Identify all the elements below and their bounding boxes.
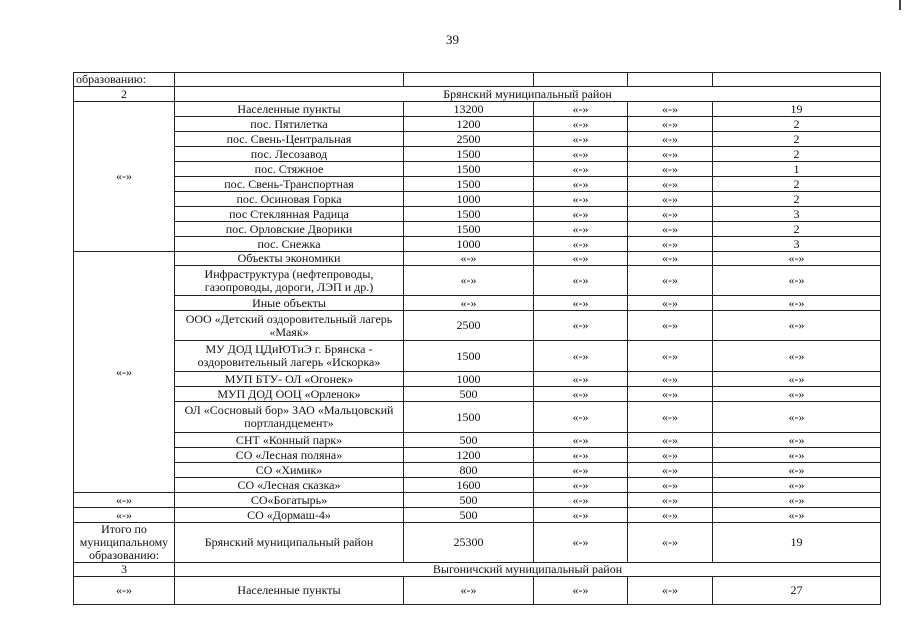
- table-row: [74, 73, 881, 87]
- table-row: [74, 448, 881, 463]
- table-row: [74, 478, 881, 493]
- mark-cell: «-»: [628, 341, 713, 372]
- mark-cell: «-»: [628, 192, 713, 207]
- row-label: «-»: [74, 493, 175, 508]
- row-total: «-»: [713, 387, 881, 402]
- section-number: 3: [74, 563, 175, 577]
- mark-cell: «-»: [628, 237, 713, 252]
- row-population: 500: [404, 493, 534, 508]
- table-row: [74, 266, 881, 296]
- row-name: пос Стеклянная Радица: [175, 207, 404, 222]
- table-row: [74, 87, 881, 102]
- mark-cell: «-»: [534, 192, 628, 207]
- row-population: 2500: [404, 132, 534, 147]
- subtotal-total: 19: [713, 523, 881, 563]
- data-table: [73, 72, 881, 605]
- mark-cell: «-»: [628, 132, 713, 147]
- row-total: «-»: [713, 311, 881, 341]
- mark-cell: «-»: [628, 387, 713, 402]
- mark-cell: «-»: [534, 207, 628, 222]
- row-population: 13200: [404, 102, 534, 117]
- row-population: «-»: [404, 252, 534, 266]
- row-name: МУ ДОД ЦДиЮТиЭ г. Брянска - оздоровительный лагерь «Искорка»: [175, 341, 404, 372]
- mark-cell: «-»: [534, 222, 628, 237]
- mark-cell: «-»: [534, 102, 628, 117]
- mark-cell: «-»: [628, 448, 713, 463]
- row-total: «-»: [713, 478, 881, 493]
- mark-cell: «-»: [534, 311, 628, 341]
- row-population: «-»: [404, 296, 534, 311]
- mark-cell: «-»: [534, 132, 628, 147]
- row-name: СО «Дормаш-4»: [175, 508, 404, 523]
- mark-cell: «-»: [534, 372, 628, 387]
- row-label: «-»: [74, 508, 175, 523]
- row-name: СО «Лесная сказка»: [175, 478, 404, 493]
- row-population: 1500: [404, 341, 534, 372]
- mark-cell: «-»: [534, 577, 628, 605]
- group-label: «-»: [74, 102, 175, 252]
- page-number: 39: [446, 32, 459, 47]
- table-row: [74, 577, 881, 605]
- row-total: 3: [713, 207, 881, 222]
- mark-cell: «-»: [534, 252, 628, 266]
- table-row: [74, 523, 881, 563]
- table-row: [74, 372, 881, 387]
- table-row: [74, 402, 881, 433]
- header-cell-empty: [628, 73, 713, 87]
- row-population: 1200: [404, 117, 534, 132]
- row-total: 2: [713, 147, 881, 162]
- row-population: 1500: [404, 177, 534, 192]
- table-row: [74, 296, 881, 311]
- row-total: 19: [713, 102, 881, 117]
- row-total: «-»: [713, 448, 881, 463]
- row-population: «-»: [404, 577, 534, 605]
- mark-cell: «-»: [628, 577, 713, 605]
- row-total: «-»: [713, 433, 881, 448]
- row-total: 27: [713, 577, 881, 605]
- mark-cell: «-»: [628, 311, 713, 341]
- table-row: [74, 147, 881, 162]
- section-title: Выгоничский муниципальный район: [175, 563, 881, 577]
- row-name: пос. Лесозавод: [175, 147, 404, 162]
- row-population: 2500: [404, 311, 534, 341]
- row-population: «-»: [404, 266, 534, 296]
- row-population: 500: [404, 387, 534, 402]
- mark-cell: «-»: [628, 463, 713, 478]
- table-row: [74, 207, 881, 222]
- subtotal-name: Брянский муниципальный район: [175, 523, 404, 563]
- row-label: «-»: [74, 577, 175, 605]
- section-title: Брянский муниципальный район: [175, 87, 881, 102]
- row-name: Населенные пункты: [175, 102, 404, 117]
- mark-cell: «-»: [534, 478, 628, 493]
- row-name: Инфраструктура (нефтепроводы, газопроводы, дороги, ЛЭП и др.): [175, 266, 404, 296]
- row-total: «-»: [713, 252, 881, 266]
- row-total: «-»: [713, 372, 881, 387]
- section-number: 2: [74, 87, 175, 102]
- mark-cell: «-»: [534, 341, 628, 372]
- row-population: 1500: [404, 207, 534, 222]
- mark-cell: «-»: [534, 162, 628, 177]
- row-name: ОЛ «Сосновый бор» ЗАО «Мальцовский портландцемент»: [175, 402, 404, 433]
- mark-cell: «-»: [534, 493, 628, 508]
- table-row: [74, 252, 881, 266]
- mark-cell: «-»: [534, 463, 628, 478]
- row-population: 1000: [404, 372, 534, 387]
- row-total: «-»: [713, 266, 881, 296]
- mark-cell: «-»: [628, 508, 713, 523]
- mark-cell: «-»: [534, 147, 628, 162]
- mark-cell: «-»: [534, 117, 628, 132]
- row-total: 2: [713, 222, 881, 237]
- row-name: пос. Свень-Центральная: [175, 132, 404, 147]
- group-label: «-»: [74, 252, 175, 493]
- subtotal-label: Итого по муниципальному образованию:: [74, 523, 175, 563]
- row-population: 1500: [404, 162, 534, 177]
- header-cell-empty: [713, 73, 881, 87]
- table-row: [74, 132, 881, 147]
- table-row: [74, 563, 881, 577]
- row-population: 1500: [404, 147, 534, 162]
- scan-mark: [899, 0, 901, 10]
- row-total: «-»: [713, 493, 881, 508]
- row-name: Объекты экономики: [175, 252, 404, 266]
- header-cell-empty: [175, 73, 404, 87]
- table-row: [74, 117, 881, 132]
- mark-cell: «-»: [628, 207, 713, 222]
- row-name: пос. Пятилетка: [175, 117, 404, 132]
- header-cell-empty: [534, 73, 628, 87]
- row-name: МУП ДОД ООЦ «Орленок»: [175, 387, 404, 402]
- row-name: пос. Свень-Транспортная: [175, 177, 404, 192]
- mark-cell: «-»: [628, 296, 713, 311]
- row-total: 3: [713, 237, 881, 252]
- row-name: пос. Осиновая Горка: [175, 192, 404, 207]
- row-population: 1500: [404, 222, 534, 237]
- row-name: МУП БТУ- ОЛ «Огонек»: [175, 372, 404, 387]
- row-population: 1000: [404, 237, 534, 252]
- mark-cell: «-»: [534, 523, 628, 563]
- mark-cell: «-»: [534, 402, 628, 433]
- row-name: пос. Снежка: [175, 237, 404, 252]
- row-population: 500: [404, 508, 534, 523]
- mark-cell: «-»: [534, 433, 628, 448]
- row-total: «-»: [713, 508, 881, 523]
- row-population: 800: [404, 463, 534, 478]
- row-population: 500: [404, 433, 534, 448]
- mark-cell: «-»: [534, 508, 628, 523]
- mark-cell: «-»: [628, 147, 713, 162]
- mark-cell: «-»: [534, 448, 628, 463]
- row-population: 1600: [404, 478, 534, 493]
- mark-cell: «-»: [628, 177, 713, 192]
- row-name: СНТ «Конный парк»: [175, 433, 404, 448]
- table-row: [74, 463, 881, 478]
- row-total: 2: [713, 132, 881, 147]
- mark-cell: «-»: [534, 177, 628, 192]
- row-total: «-»: [713, 402, 881, 433]
- mark-cell: «-»: [534, 387, 628, 402]
- table-row: [74, 192, 881, 207]
- mark-cell: «-»: [628, 372, 713, 387]
- row-total: «-»: [713, 341, 881, 372]
- table-row: [74, 237, 881, 252]
- header-cell-label: образованию:: [74, 73, 175, 87]
- mark-cell: «-»: [628, 252, 713, 266]
- row-name: ООО «Детский оздоровительный лагерь «Маяк»: [175, 311, 404, 341]
- table-row: [74, 387, 881, 402]
- row-total: 1: [713, 162, 881, 177]
- row-name: СО «Лесная поляна»: [175, 448, 404, 463]
- table-row: [74, 341, 881, 372]
- table-row: [74, 162, 881, 177]
- row-name: пос. Орловские Дворики: [175, 222, 404, 237]
- header-cell-empty: [404, 73, 534, 87]
- mark-cell: «-»: [534, 266, 628, 296]
- mark-cell: «-»: [628, 478, 713, 493]
- row-total: «-»: [713, 463, 881, 478]
- mark-cell: «-»: [628, 117, 713, 132]
- row-population: 1200: [404, 448, 534, 463]
- table-row: [74, 222, 881, 237]
- row-population: 1000: [404, 192, 534, 207]
- row-total: 2: [713, 192, 881, 207]
- row-total: «-»: [713, 296, 881, 311]
- mark-cell: «-»: [628, 433, 713, 448]
- row-name: Иные объекты: [175, 296, 404, 311]
- row-population: 1500: [404, 402, 534, 433]
- row-name: СО«Богатырь»: [175, 493, 404, 508]
- mark-cell: «-»: [628, 402, 713, 433]
- mark-cell: «-»: [628, 162, 713, 177]
- mark-cell: «-»: [628, 493, 713, 508]
- row-name: СО «Химик»: [175, 463, 404, 478]
- table-row: [74, 433, 881, 448]
- table-row: [74, 311, 881, 341]
- mark-cell: «-»: [534, 296, 628, 311]
- table-row: [74, 508, 881, 523]
- row-total: 2: [713, 117, 881, 132]
- table-row: [74, 102, 881, 117]
- row-name: Населенные пункты: [175, 577, 404, 605]
- mark-cell: «-»: [628, 102, 713, 117]
- mark-cell: «-»: [628, 222, 713, 237]
- table-row: [74, 177, 881, 192]
- mark-cell: «-»: [628, 266, 713, 296]
- mark-cell: «-»: [534, 237, 628, 252]
- row-name: пос. Стяжное: [175, 162, 404, 177]
- subtotal-population: 25300: [404, 523, 534, 563]
- table-row: [74, 493, 881, 508]
- mark-cell: «-»: [628, 523, 713, 563]
- row-total: 2: [713, 177, 881, 192]
